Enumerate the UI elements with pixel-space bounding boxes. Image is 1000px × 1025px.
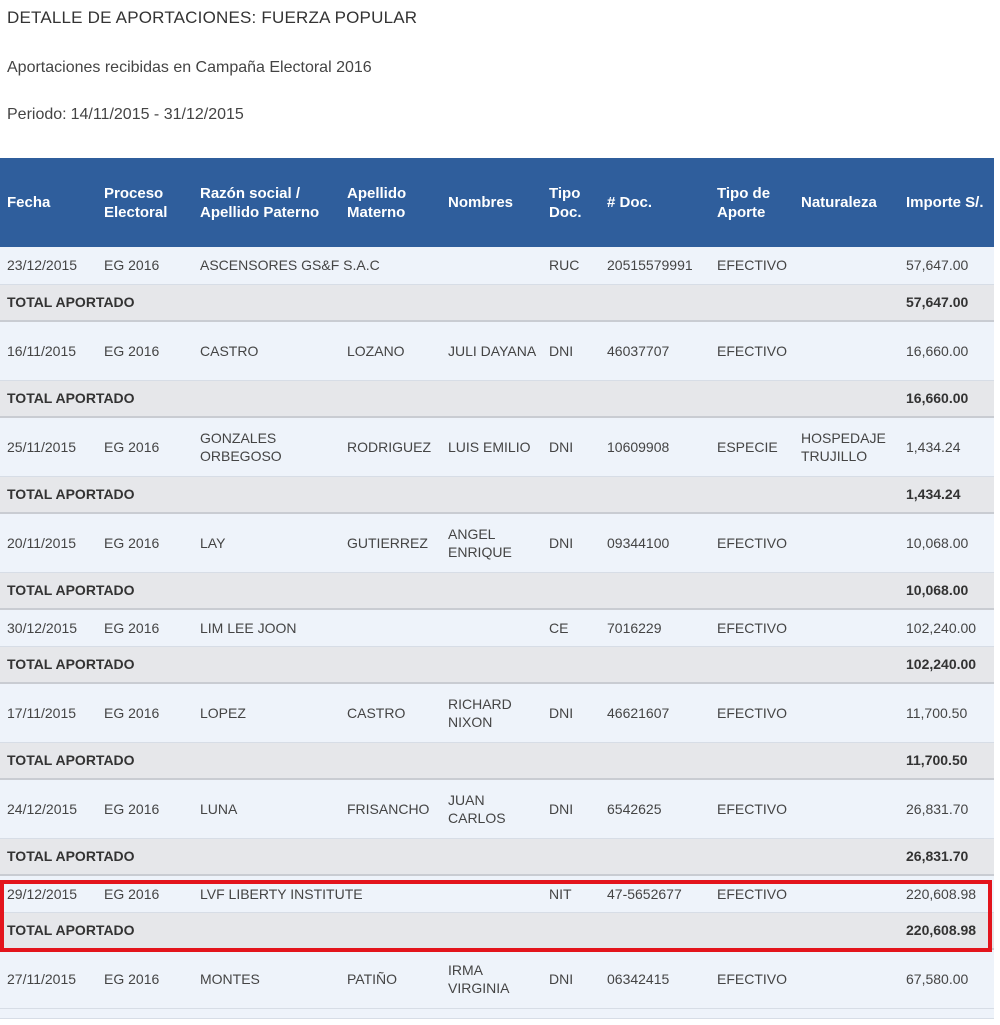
total-amount: 16,660.00 [899, 380, 994, 417]
column-header-naturaleza: Naturaleza [794, 158, 899, 247]
cell-razon-social: ASCENSORES GS&F S.A.C [193, 247, 542, 284]
cell-apellido-materno: RODRIGUEZ [340, 417, 441, 476]
cell-tipo-aporte: EFECTIVO [710, 683, 794, 742]
total-amount: 1,434.24 [899, 476, 994, 513]
cell-tipo-doc: DNI [542, 683, 600, 742]
cell-fecha: 24/12/2015 [0, 779, 97, 838]
cell-apellido-materno: PATIÑO [340, 949, 441, 1008]
cell-importe: 10,068.00 [899, 513, 994, 572]
column-header-proceso: Proceso Electoral [97, 158, 193, 247]
cell-razon-social: LUNA [193, 779, 340, 838]
cell-tipo-aporte: EFECTIVO [710, 779, 794, 838]
table-header-row [0, 158, 994, 247]
table-row [0, 321, 994, 380]
cell-naturaleza: HOSPEDAJE TRUJILLO [794, 417, 899, 476]
cell-razon-social: GONZALES ORBEGOSO [193, 417, 340, 476]
cell-tipo-doc: CE [542, 609, 600, 646]
cell-tipo-doc: DNI [542, 417, 600, 476]
cell-proceso: EG 2016 [97, 949, 193, 1008]
cell-apellido-materno: LOZANO [340, 321, 441, 380]
cell-tipo-aporte: EFECTIVO [710, 247, 794, 284]
total-amount: 102,240.00 [899, 646, 994, 683]
cell-num-doc: 46621607 [600, 683, 710, 742]
total-label: TOTAL APORTADO [0, 476, 899, 513]
column-header-tipo-aporte: Tipo de Aporte [710, 158, 794, 247]
total-amount: 220,608.98 [899, 912, 994, 949]
cell-razon-social: LOPEZ [193, 683, 340, 742]
cell-num-doc: 20515579991 [600, 247, 710, 284]
table-row [0, 779, 994, 838]
cell-importe: 57,647.00 [899, 247, 994, 284]
cell-tipo-doc: DNI [542, 949, 600, 1008]
cell-fecha: 29/12/2015 [0, 875, 97, 912]
cell-apellido-materno: CASTRO [340, 683, 441, 742]
cell-num-doc: 09344100 [600, 513, 710, 572]
total-label: TOTAL APORTADO [0, 646, 899, 683]
cell-num-doc: 7016229 [600, 609, 710, 646]
cell-tipo-aporte: EFECTIVO [710, 321, 794, 380]
cell-tipo-aporte: EFECTIVO [710, 609, 794, 646]
cell-nombres: LUIS EMILIO [441, 417, 542, 476]
table-row [0, 683, 994, 742]
table-row [0, 417, 994, 476]
cell-tipo-aporte: EFECTIVO [710, 513, 794, 572]
total-row [0, 284, 994, 321]
cell-razon-social: LVF LIBERTY INSTITUTE [193, 875, 542, 912]
cell-naturaleza [794, 321, 899, 380]
table-row-partial [0, 1008, 994, 1018]
column-header-apellido-materno: Apellido Materno [340, 158, 441, 247]
page-subtitle: Aportaciones recibidas en Campaña Electoral 2016 [7, 59, 372, 76]
cell-num-doc: 6542625 [600, 779, 710, 838]
cell-proceso: EG 2016 [97, 513, 193, 572]
cell-proceso: EG 2016 [97, 779, 193, 838]
total-label: TOTAL APORTADO [0, 838, 899, 875]
cell-tipo-doc: DNI [542, 513, 600, 572]
cell-naturaleza [794, 683, 899, 742]
table-row [0, 949, 994, 1008]
total-amount: 10,068.00 [899, 572, 994, 609]
cell-fecha: 16/11/2015 [0, 321, 97, 380]
total-row [0, 912, 994, 949]
cell-fecha: 30/12/2015 [0, 609, 97, 646]
cell-proceso: EG 2016 [97, 683, 193, 742]
cell-apellido-materno: FRISANCHO [340, 779, 441, 838]
total-label: TOTAL APORTADO [0, 912, 899, 949]
table-row [0, 875, 994, 912]
cell-tipo-doc: NIT [542, 875, 600, 912]
cell-naturaleza [794, 513, 899, 572]
total-label: TOTAL APORTADO [0, 284, 899, 321]
cell-nombres: JULI DAYANA [441, 321, 542, 380]
cell-tipo-aporte: EFECTIVO [710, 875, 794, 912]
cell-naturaleza [794, 949, 899, 1008]
page-title: DETALLE DE APORTACIONES: FUERZA POPULAR [7, 8, 418, 27]
column-header-fecha: Fecha [0, 158, 97, 247]
total-row [0, 572, 994, 609]
total-amount: 57,647.00 [899, 284, 994, 321]
period-label: Periodo: [7, 106, 67, 123]
period-range: 14/11/2015 - 31/12/2015 [70, 106, 244, 123]
total-amount: 11,700.50 [899, 742, 994, 779]
cell-importe: 67,580.00 [899, 949, 994, 1008]
total-row [0, 476, 994, 513]
cell-importe: 1,434.24 [899, 417, 994, 476]
cell-naturaleza [794, 609, 899, 646]
cell-razon-social: LIM LEE JOON [193, 609, 542, 646]
table-row [0, 247, 994, 284]
cell-num-doc: 06342415 [600, 949, 710, 1008]
cell-importe: 26,831.70 [899, 779, 994, 838]
cell-importe: 11,700.50 [899, 683, 994, 742]
total-row [0, 742, 994, 779]
cell-fecha: 27/11/2015 [0, 949, 97, 1008]
cell-razon-social: CASTRO [193, 321, 340, 380]
column-header-razon-social: Razón social / Apellido Paterno [193, 158, 340, 247]
total-row [0, 380, 994, 417]
cell-proceso: EG 2016 [97, 321, 193, 380]
table-row [0, 513, 994, 572]
total-row [0, 646, 994, 683]
cell-naturaleza [794, 247, 899, 284]
cell-nombres: ANGEL ENRIQUE [441, 513, 542, 572]
total-label: TOTAL APORTADO [0, 380, 899, 417]
total-label: TOTAL APORTADO [0, 572, 899, 609]
cell-tipo-aporte: EFECTIVO [710, 949, 794, 1008]
cell-fecha: 17/11/2015 [0, 683, 97, 742]
column-header-tipo-doc: Tipo Doc. [542, 158, 600, 247]
cell-fecha: 20/11/2015 [0, 513, 97, 572]
cell-nombres: JUAN CARLOS [441, 779, 542, 838]
total-row [0, 838, 994, 875]
cell-proceso: EG 2016 [97, 247, 193, 284]
cell-num-doc: 46037707 [600, 321, 710, 380]
contributions-table [0, 158, 994, 1019]
cell-num-doc: 10609908 [600, 417, 710, 476]
cell-apellido-materno: GUTIERREZ [340, 513, 441, 572]
cell-razon-social: MONTES [193, 949, 340, 1008]
cell-importe: 16,660.00 [899, 321, 994, 380]
cell-tipo-doc: RUC [542, 247, 600, 284]
period-line [7, 106, 244, 124]
cell-num-doc: 47-5652677 [600, 875, 710, 912]
cell-fecha: 25/11/2015 [0, 417, 97, 476]
cell-proceso: EG 2016 [97, 609, 193, 646]
cell-importe: 220,608.98 [899, 875, 994, 912]
cell-tipo-aporte: ESPECIE [710, 417, 794, 476]
column-header-importe: Importe S/. [899, 158, 994, 247]
cell-nombres: IRMA VIRGINIA [441, 949, 542, 1008]
cell-razon-social: LAY [193, 513, 340, 572]
total-amount: 26,831.70 [899, 838, 994, 875]
cell-tipo-doc: DNI [542, 321, 600, 380]
cell-naturaleza [794, 779, 899, 838]
total-label: TOTAL APORTADO [0, 742, 899, 779]
column-header-nombres: Nombres [441, 158, 542, 247]
cell-naturaleza [794, 875, 899, 912]
cell-proceso: EG 2016 [97, 875, 193, 912]
cell-tipo-doc: DNI [542, 779, 600, 838]
table-row [0, 609, 994, 646]
cell-fecha: 23/12/2015 [0, 247, 97, 284]
column-header-num-doc: # Doc. [600, 158, 710, 247]
cell-importe: 102,240.00 [899, 609, 994, 646]
cell-proceso: EG 2016 [97, 417, 193, 476]
cell-nombres: RICHARD NIXON [441, 683, 542, 742]
